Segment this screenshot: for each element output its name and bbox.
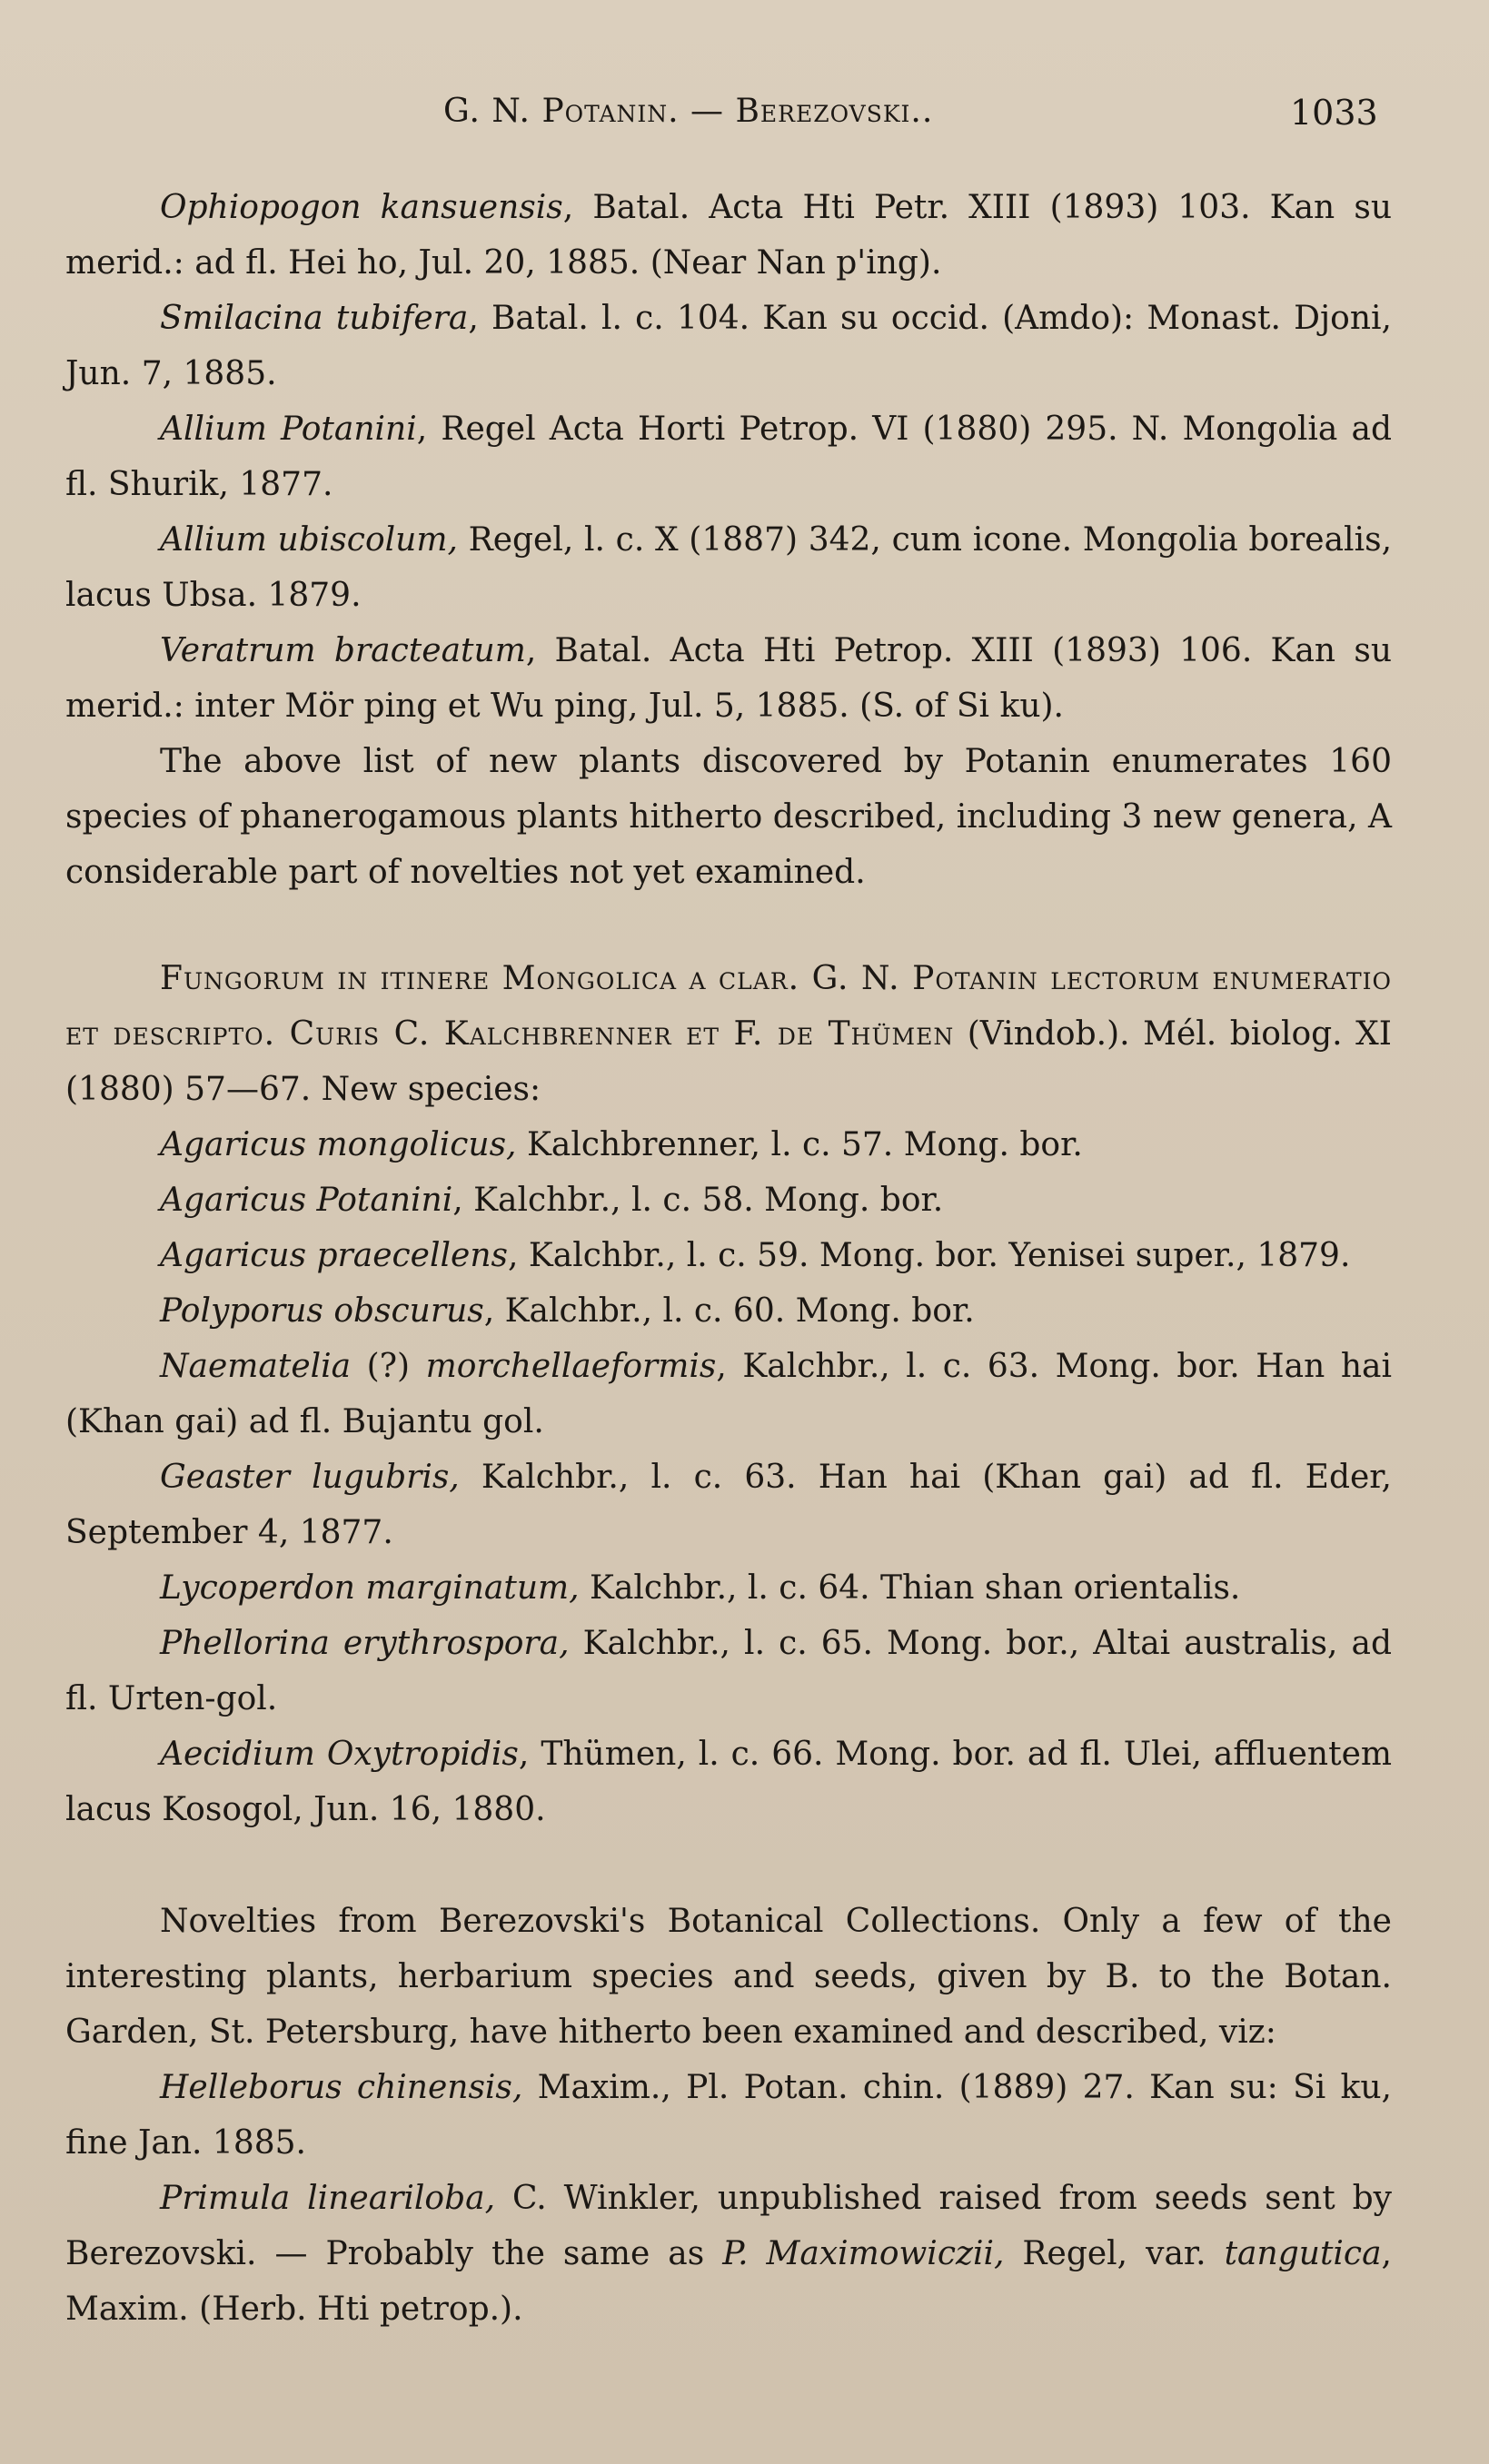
fungus-entry (65, 1560, 1392, 1616)
species-name: Agaricus Potanini (160, 1182, 453, 1219)
variety-name: tangutica (1224, 2235, 1382, 2272)
species-name: Agaricus praecellens (160, 1237, 508, 1274)
species-name: Primula lineariloba, (160, 2180, 496, 2217)
species-name: Veratrum bracteatum (160, 632, 526, 669)
fungus-entry (65, 1450, 1392, 1560)
species-citation: , Kalchbr., l. c. 60. Mong. bor. (483, 1292, 975, 1330)
species-entry-veratrum (65, 623, 1392, 734)
summary-paragraph: The above list of new plants discovered by Potanin enumerates 160 species of phanerogamous plants hitherto described, including 3 new genera, A considerable part of novelties not yet examined. (65, 743, 1392, 891)
species-citation: , Batal. Acta Hti Petr. XIII (1893) 103. Kan su merid.: ad fl. Hei ho, Jul. 20, 1885. (Near Nan p'ing). (65, 189, 1393, 282)
fungi-heading (65, 951, 1392, 1117)
species-citation: , Batal. l. c. 104. Kan su occid. (Amdo): Monast. Djoni, Jun. 7, 1885. (65, 300, 1392, 392)
species-citation: Kalchbr., l. c. 63. Han hai (Khan gai) ad fl. Eder, September 4, 1877. (65, 1459, 1392, 1551)
species-name: Polyporus obscurus (160, 1292, 484, 1330)
species-citation-continued: Regel, var. (1004, 2235, 1225, 2272)
species-name: Smilacina tubifera (160, 300, 469, 337)
species-entry-primula (65, 2171, 1392, 2337)
species-entry-helleborus (65, 2060, 1392, 2171)
page-header (0, 93, 1489, 143)
species-citation: Kalchbr., l. c. 64. Thian shan orientalis. (579, 1569, 1241, 1607)
species-name: Phellorina erythrospora, (160, 1625, 570, 1662)
fungi-heading-tail: (Vindob.). Mél. biolog. XI (1880) 57—67. New species: (65, 1015, 1392, 1108)
species-name-note: (?) (351, 1348, 426, 1385)
species-name: Naematelia (160, 1348, 352, 1385)
species-name: Allium Potanini (160, 411, 417, 448)
fungus-entry (65, 1228, 1392, 1283)
species-name: Geaster lugubris, (160, 1459, 460, 1496)
species-name: Agaricus mongolicus, (160, 1126, 517, 1163)
species-citation: Kalchbr., l. c. 65. Mong. bor., Altai australis, ad fl. Urten-gol. (65, 1625, 1392, 1717)
page-number: 1033 (1290, 93, 1378, 133)
section-spacer (65, 900, 1392, 951)
fungi-heading-title: Fungorum in itinere Mongolica a clar. G. N. Potanin lectorum enumeratio et descripto. Curis C. Kalchbrenner et F. de Thümen (65, 960, 1392, 1053)
species-citation: , Kalchbr., l. c. 59. Mong. bor. Yenisei super., 1879. (507, 1237, 1351, 1274)
species-name: Aecidium Oxytropidis (160, 1736, 519, 1773)
fungus-entry (65, 1283, 1392, 1339)
species-citation: Kalchbrenner, l. c. 57. Mong. bor. (516, 1126, 1083, 1163)
species-name: Lycoperdon marginatum, (160, 1569, 580, 1607)
berezovski-intro: Novelties from Berezovski's Botanical Collections. Only a few of the interesting plants, herbarium species and seeds, given by B. to the Botan. Garden, St. Petersburg, have hitherto been examined and described, viz: (65, 1903, 1392, 2051)
running-head: G. N. Potanin. — Berezovski.. (443, 93, 934, 130)
species-name-compared: P. Maximowiczii, (722, 2235, 1005, 2272)
species-citation: , Regel Acta Horti Petrop. VI (1880) 295. N. Mongolia ad fl. Shurik, 1877. (65, 411, 1393, 503)
species-name: Allium ubiscolum, (160, 521, 458, 559)
species-citation: , Kalchbr., l. c. 63. Mong. bor. Han hai (Khan gai) ad fl. Bujantu gol. (65, 1348, 1392, 1440)
body-text (65, 180, 1392, 2337)
species-epithet: morchellaeformis (425, 1348, 717, 1385)
species-citation: , Thümen, l. c. 66. Mong. bor. ad fl. Ulei, affluentem lacus Kosogol, Jun. 16, 1880. (65, 1736, 1393, 1828)
fungus-entry (65, 1117, 1392, 1173)
species-citation: , Kalchbr., l. c. 58. Mong. bor. (452, 1182, 944, 1219)
species-entry-ophiopogon (65, 180, 1392, 291)
fungus-entry (65, 1173, 1392, 1228)
species-name: Ophiopogon kansuensis (160, 189, 563, 226)
species-citation-end: , Maxim. (Herb. Hti petrop.). (65, 2235, 1392, 2328)
species-entry-allium-potanini (65, 401, 1392, 512)
species-citation: C. Winkler, unpublished raised from seeds sent by Berezovski. — Probably the same as (65, 2180, 1392, 2272)
fungus-entry (65, 1616, 1392, 1727)
fungus-entry (65, 1339, 1392, 1450)
species-citation: Regel, l. c. X (1887) 342, cum icone. Mongolia borealis, lacus Ubsa. 1879. (65, 521, 1393, 614)
fungus-entry (65, 1727, 1392, 1837)
species-citation: , Batal. Acta Hti Petrop. XIII (1893) 106. Kan su merid.: inter Mör ping et Wu ping, Jul. 5, 1885. (S. of Si ku). (65, 632, 1393, 725)
species-name: Helleborus chinensis, (160, 2069, 523, 2106)
section-spacer (65, 1837, 1392, 1894)
species-entry-allium-ubiscolum (65, 512, 1392, 623)
species-entry-smilacina (65, 291, 1392, 401)
species-citation: Maxim., Pl. Potan. chin. (1889) 27. Kan su: Si ku, fine Jan. 1885. (65, 2069, 1392, 2162)
